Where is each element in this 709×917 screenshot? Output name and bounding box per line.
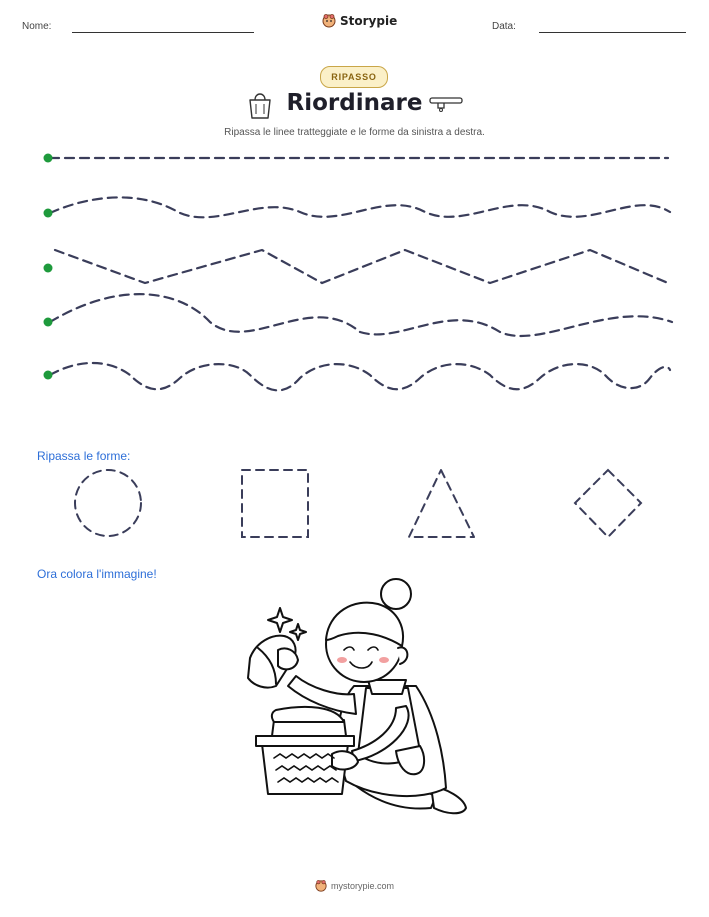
shapes-section-label: Ripassa le forme:: [37, 449, 131, 463]
coloring-section-label: Ora colora l'immagine!: [37, 567, 157, 581]
date-label: Data:: [492, 21, 516, 32]
trace-triangle: [409, 470, 474, 537]
footer-site[interactable]: mystorypie.com: [330, 881, 394, 891]
brand-name: Storypie: [340, 14, 398, 28]
trace-circle: [75, 470, 141, 536]
instructions: Ripassa le linee tratteggiate e le forme da sinistra a destra.: [224, 127, 485, 138]
tracing-area: [0, 0, 709, 420]
review-badge: RIPASSO: [320, 66, 388, 88]
storypie-footer-icon: [315, 880, 327, 892]
trace-line-wave: [50, 197, 670, 217]
name-label: Nome:: [22, 21, 52, 32]
start-dot-5: [44, 371, 53, 380]
trace-diamond: [575, 470, 641, 537]
shapes-area: [0, 460, 709, 550]
start-dot-2: [44, 209, 53, 218]
footer: [0, 880, 709, 892]
start-dot-3: [44, 264, 53, 273]
start-dot-1: [44, 154, 53, 163]
trace-square: [242, 470, 308, 537]
trace-line-zigzag: [55, 250, 668, 283]
cleaning-girl-illustration: [236, 576, 476, 836]
trace-line-wave-long: [50, 294, 672, 336]
trace-line-bumpy: [50, 363, 670, 390]
page-title: Riordinare: [286, 90, 423, 116]
start-dot-4: [44, 318, 53, 327]
